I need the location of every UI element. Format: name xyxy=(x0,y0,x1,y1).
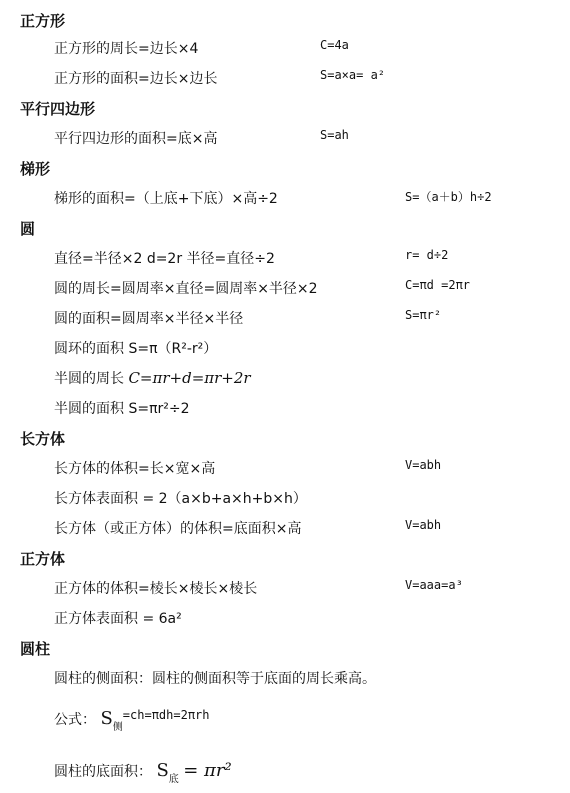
formula-row xyxy=(0,608,570,636)
text-label: 公式： xyxy=(54,712,96,728)
formula: = πr² xyxy=(183,760,232,781)
formula-subscript: 侧 xyxy=(112,722,123,733)
text xyxy=(54,708,210,733)
text: 长方体（或正方体）的体积=底面积×高 xyxy=(54,521,302,537)
formula: C=πd =2πr xyxy=(405,278,471,292)
formula-row xyxy=(0,308,570,336)
text xyxy=(54,368,251,388)
text: 直径=半径×2 d=2r 半径=直径÷2 xyxy=(54,251,275,267)
text-label: 圆柱的底面积： xyxy=(54,764,152,780)
formula-row xyxy=(0,578,570,606)
section-heading-cube xyxy=(0,548,570,576)
formula-symbol: S xyxy=(156,760,169,781)
text: 圆的周长=圆周率×直径=圆周率×半径×2 xyxy=(54,281,318,297)
formula-subscript: 底 xyxy=(168,774,179,785)
text-label: 半圆的周长 xyxy=(54,371,124,387)
formula: r= d÷2 xyxy=(405,248,449,262)
formula: C=πr+d=πr+2r xyxy=(128,369,251,387)
formula-row xyxy=(0,668,570,696)
formula: =ch=πdh=2πrh xyxy=(122,708,210,722)
formula: S=πr² xyxy=(405,308,442,322)
formula-row xyxy=(0,188,570,216)
text: 长方体的体积=长×宽×高 xyxy=(54,461,216,477)
formula-row xyxy=(0,248,570,276)
formula: V=aaa=a³ xyxy=(405,578,463,592)
formula-row xyxy=(0,278,570,306)
heading: 长方体 xyxy=(20,430,66,448)
section-heading-trapezoid xyxy=(0,158,570,186)
section-heading-square xyxy=(0,10,570,38)
section-heading-cuboid xyxy=(0,428,570,456)
section-heading-circle xyxy=(0,218,570,246)
formula-row xyxy=(0,518,570,546)
formula: S=ah xyxy=(320,128,349,142)
text xyxy=(54,760,232,785)
formula: S=（a＋b）h÷2 xyxy=(405,190,492,204)
formula-row xyxy=(0,338,570,366)
formula-row xyxy=(0,760,570,793)
heading: 正方体 xyxy=(20,550,66,568)
formula-row xyxy=(0,38,570,66)
text: 正方形的面积=边长×边长 xyxy=(54,71,218,87)
text: 圆环的面积 S=π（R²-r²） xyxy=(54,341,218,357)
heading: 梯形 xyxy=(20,160,51,178)
formula-row xyxy=(0,128,570,156)
formula-row xyxy=(0,458,570,486)
text: 正方体表面积 = 6a² xyxy=(54,611,182,627)
text: 圆柱的侧面积：圆柱的侧面积等于底面的周长乘高。 xyxy=(54,671,376,687)
formula: C=4a xyxy=(320,38,349,52)
formula-row xyxy=(0,708,570,742)
section-heading-cylinder xyxy=(0,638,570,666)
formula-row xyxy=(0,398,570,426)
section-heading-parallelogram xyxy=(0,98,570,126)
heading: 圆柱 xyxy=(20,640,51,658)
formula: S=a×a= a² xyxy=(320,68,386,82)
text: 半圆的面积 S=πr²÷2 xyxy=(54,401,190,417)
text: 正方体的体积=棱长×棱长×棱长 xyxy=(54,581,258,597)
text: 圆的面积=圆周率×半径×半径 xyxy=(54,311,244,327)
heading: 正方形 xyxy=(20,12,66,30)
text: 正方形的周长=边长×4 xyxy=(54,41,199,57)
text: 梯形的面积=（上底+下底）×高÷2 xyxy=(54,191,278,207)
formula: V=abh xyxy=(405,458,442,472)
text: 长方体表面积 = 2（a×b+a×h+b×h） xyxy=(54,491,307,507)
formula-row xyxy=(0,368,570,396)
formula: V=abh xyxy=(405,518,442,532)
formula-row xyxy=(0,68,570,96)
formula-symbol: S xyxy=(100,708,113,729)
formula-row xyxy=(0,488,570,516)
heading: 平行四边形 xyxy=(20,100,96,118)
heading: 圆 xyxy=(20,220,36,238)
text: 平行四边形的面积=底×高 xyxy=(54,131,218,147)
